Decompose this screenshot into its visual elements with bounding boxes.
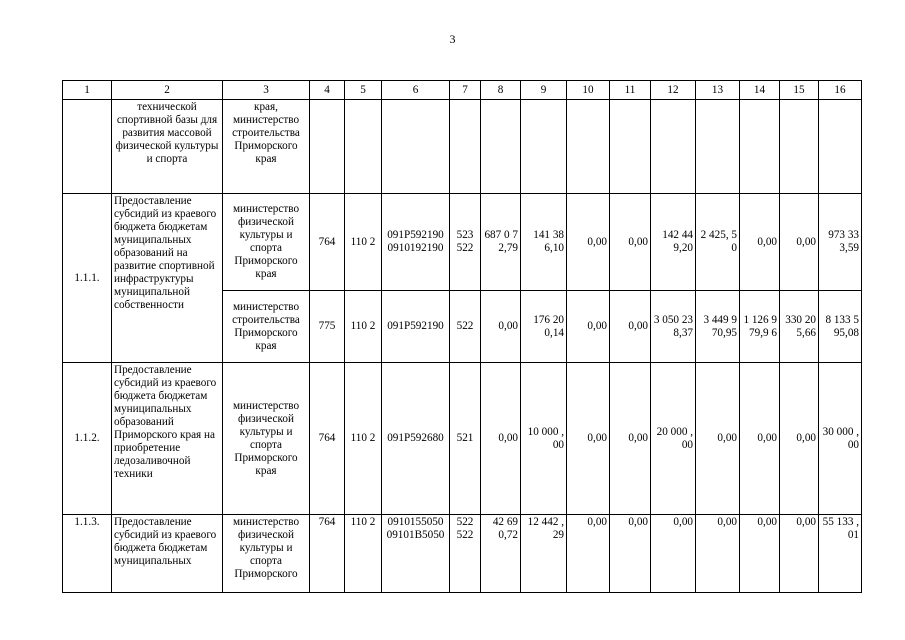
expense-type-line: 523 (456, 229, 474, 241)
cell-empty (780, 100, 819, 194)
amount-cell: 8 133 595,08 (819, 291, 862, 363)
executor: края, министерство строительства Приморского края (223, 100, 310, 194)
cell-empty (610, 100, 651, 194)
target-code (382, 194, 450, 291)
page-number: 3 (449, 32, 456, 46)
header-cell: 2 (112, 81, 223, 100)
grbs-code: 764 (310, 363, 345, 515)
target-code: 091P592680 (382, 363, 450, 515)
cell-empty (651, 100, 696, 194)
amount-cell: 0,00 (567, 194, 610, 291)
program-description: Предоставление субсидий из краевого бюджета бюджетам муниципальных образований на развитие спортивной инфраструктуры муниципальной собственности (112, 194, 223, 363)
cell-empty (450, 100, 481, 194)
amount-cell: 0,00 (740, 194, 780, 291)
program-description: Предоставление субсидий из краевого бюджета бюджетам муниципальных образований Приморского края на приобретение ледозаливочной техники (112, 363, 223, 515)
amount-cell: 30 000 ,00 (819, 363, 862, 515)
header-cell: 10 (567, 81, 610, 100)
amount-cell: 3 449 970,95 (696, 291, 740, 363)
header-cell: 13 (696, 81, 740, 100)
expense-type-line: 522 (456, 529, 474, 541)
amount-cell: 0,00 (651, 515, 696, 593)
amount-cell: 2 425, 50 (696, 194, 740, 291)
target-code-line: 0910155050 (387, 516, 444, 528)
cell-empty (310, 100, 345, 194)
cell-empty (696, 100, 740, 194)
amount-cell: 0,00 (780, 194, 819, 291)
expense-type (450, 194, 481, 291)
executor: министерство физической культуры и спорта Приморского края (223, 194, 310, 291)
section-code: 110 2 (345, 194, 382, 291)
amount-cell: 3 050 238,37 (651, 291, 696, 363)
amount-cell: 0,00 (740, 515, 780, 593)
header-cell: 9 (521, 81, 567, 100)
executor: министерство физической культуры и спорта Приморского (223, 515, 310, 593)
amount-cell: 176 20 0,14 (521, 291, 567, 363)
target-code-line: 09101B5050 (386, 529, 445, 541)
cell-empty (740, 100, 780, 194)
row-number: 1.1.3. (63, 515, 112, 593)
cell-empty (382, 100, 450, 194)
amount-cell: 973 33 3,59 (819, 194, 862, 291)
amount-cell: 0,00 (696, 515, 740, 593)
header-cell: 6 (382, 81, 450, 100)
amount-cell: 0,00 (696, 363, 740, 515)
grbs-code: 764 (310, 515, 345, 593)
amount-cell: 330 20 5,66 (780, 291, 819, 363)
target-code: 091P592190 (382, 291, 450, 363)
amount-cell: 0,00 (481, 291, 521, 363)
header-row (63, 81, 862, 100)
cell-empty (819, 100, 862, 194)
header-cell: 12 (651, 81, 696, 100)
cell-empty (481, 100, 521, 194)
header-cell: 3 (223, 81, 310, 100)
program-description: Предоставление субсидий из краевого бюджета бюджетам муниципальных (112, 515, 223, 593)
target-code (382, 515, 450, 593)
target-code-line: 091P592190 (387, 229, 444, 241)
amount-cell: 142 44 9,20 (651, 194, 696, 291)
amount-cell: 0,00 (780, 515, 819, 593)
expense-type (450, 515, 481, 593)
amount-cell: 0,00 (481, 363, 521, 515)
cell-empty (567, 100, 610, 194)
amount-cell: 0,00 (780, 363, 819, 515)
amount-cell: 1 126 979,9 6 (740, 291, 780, 363)
program-description: технической спортивной базы для развития массовой физической культуры и спорта (112, 100, 223, 194)
cell-empty (521, 100, 567, 194)
target-code-line: 0910192190 (387, 242, 444, 254)
amount-cell: 42 69 0,72 (481, 515, 521, 593)
header-cell: 14 (740, 81, 780, 100)
table-row (63, 515, 862, 593)
expense-type: 521 (450, 363, 481, 515)
executor: министерство строительства Приморского края (223, 291, 310, 363)
expense-type: 522 (450, 291, 481, 363)
amount-cell: 0,00 (740, 363, 780, 515)
section-code: 110 2 (345, 363, 382, 515)
budget-table (62, 80, 862, 593)
section-code: 110 2 (345, 291, 382, 363)
amount-cell: 10 000 ,00 (521, 363, 567, 515)
table-row (63, 363, 862, 515)
header-cell: 7 (450, 81, 481, 100)
row-number: 1.1.2. (63, 363, 112, 515)
amount-cell: 0,00 (567, 515, 610, 593)
amount-cell: 687 0 72,79 (481, 194, 521, 291)
grbs-code: 764 (310, 194, 345, 291)
expense-type-line: 522 (456, 242, 474, 254)
header-cell: 4 (310, 81, 345, 100)
expense-type-line: 522 (456, 516, 474, 528)
executor: министерство физической культуры и спорта Приморского края (223, 363, 310, 515)
grbs-code: 775 (310, 291, 345, 363)
amount-cell: 0,00 (567, 363, 610, 515)
amount-cell: 141 38 6,10 (521, 194, 567, 291)
amount-cell: 0,00 (567, 291, 610, 363)
header-cell: 11 (610, 81, 651, 100)
amount-cell: 12 442 ,29 (521, 515, 567, 593)
header-cell: 8 (481, 81, 521, 100)
amount-cell: 0,00 (610, 363, 651, 515)
table-row (63, 100, 862, 194)
table-row (63, 194, 862, 291)
amount-cell: 0,00 (610, 515, 651, 593)
header-cell: 15 (780, 81, 819, 100)
amount-cell: 0,00 (610, 291, 651, 363)
amount-cell: 55 133 ,01 (819, 515, 862, 593)
row-number: 1.1.1. (63, 194, 112, 363)
header-cell: 16 (819, 81, 862, 100)
header-cell: 1 (63, 81, 112, 100)
cell-empty (345, 100, 382, 194)
header-cell: 5 (345, 81, 382, 100)
cell-empty (63, 100, 112, 194)
amount-cell: 20 000 ,00 (651, 363, 696, 515)
amount-cell: 0,00 (610, 194, 651, 291)
section-code: 110 2 (345, 515, 382, 593)
